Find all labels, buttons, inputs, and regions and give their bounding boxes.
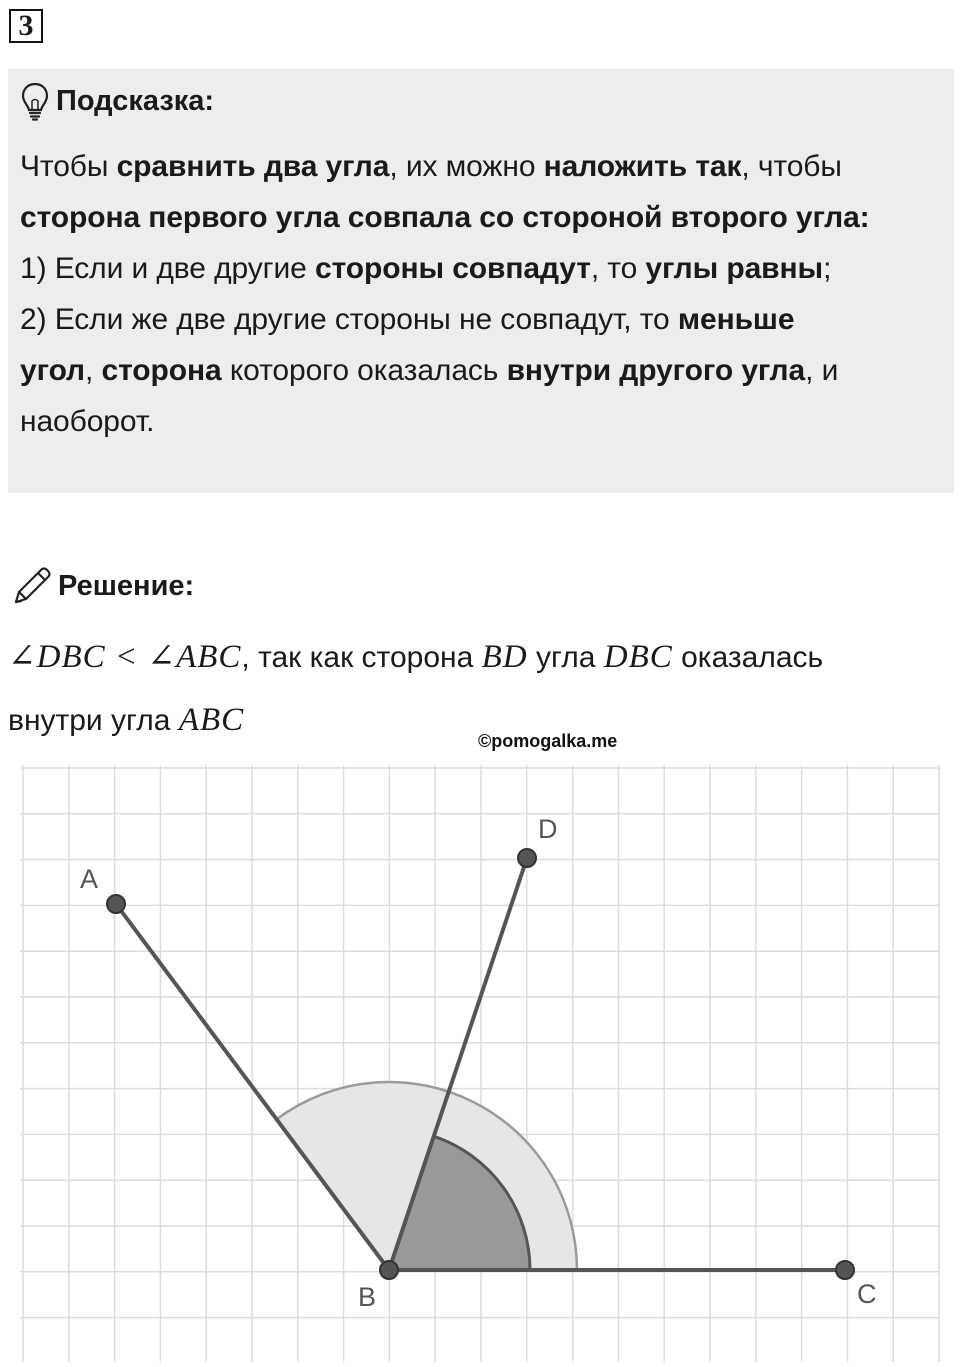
pencil-icon xyxy=(10,564,54,608)
hint-bold-text: сравнить два угла xyxy=(116,150,390,183)
solution-text: оказалась xyxy=(672,641,824,674)
point-c xyxy=(836,1261,854,1279)
solution-line-1 xyxy=(8,636,823,676)
solution-text: угла xyxy=(527,641,604,674)
hint-line xyxy=(20,345,940,396)
hint-line xyxy=(20,243,940,294)
hint-text-segment: , xyxy=(85,354,102,387)
hint-bold-text: углы равны xyxy=(645,252,824,285)
hint-line xyxy=(20,192,940,243)
lightbulb-icon xyxy=(20,81,50,121)
hint-text-segment: 2) Если же две другие стороны не совпадут, то xyxy=(20,303,678,336)
grid xyxy=(20,765,940,1362)
point-a xyxy=(107,895,125,913)
hint-text-segment: наоборот. xyxy=(20,405,155,438)
watermark: ©pomogalka.me xyxy=(478,731,618,751)
hint-text-segment: 1) Если и две другие xyxy=(20,252,315,285)
hint-line xyxy=(20,141,940,192)
point-b xyxy=(380,1261,398,1279)
hint-box xyxy=(8,69,954,493)
hint-title: Подсказка: xyxy=(56,84,215,117)
solution-math-dbc: DBC xyxy=(603,639,673,675)
hint-text-segment: ; xyxy=(823,252,832,285)
hint-bold-text: меньше xyxy=(677,303,795,336)
hint-text-segment: , чтобы xyxy=(741,150,842,183)
solution-header xyxy=(10,562,194,610)
solution-line-2 xyxy=(8,702,244,739)
solution-math-bd: BD xyxy=(481,639,528,675)
hint-header xyxy=(20,79,214,123)
solution-text: , так как сторона xyxy=(241,641,482,674)
hint-text xyxy=(20,141,940,447)
hint-text-segment: , их можно xyxy=(389,150,544,183)
label-d: D xyxy=(538,814,558,844)
hint-text-segment: Чтобы xyxy=(20,150,117,183)
hint-bold-text: стороны совпадут xyxy=(314,252,591,285)
hint-text-segment: , то xyxy=(590,252,646,285)
point-d xyxy=(518,849,536,867)
hint-line xyxy=(20,396,940,447)
label-c: C xyxy=(857,1279,877,1309)
label-b: B xyxy=(358,1282,377,1312)
label-a: A xyxy=(80,864,99,894)
solution-text: внутри угла xyxy=(8,704,179,737)
hint-bold-text: внутри другого угла xyxy=(506,354,806,387)
hint-bold-text: наложить так xyxy=(543,150,742,183)
hint-bold-text: сторона xyxy=(101,354,222,387)
hint-bold-text: сторона первого угла совпала со стороной второго угла: xyxy=(20,201,870,234)
solution-title: Решение: xyxy=(58,569,195,602)
hint-text-segment: , и xyxy=(805,354,839,387)
hint-line xyxy=(20,294,940,345)
geometry-figure xyxy=(20,765,940,1362)
task-number: 3 xyxy=(9,9,43,43)
hint-bold-text: угол xyxy=(20,354,86,387)
solution-math-inequality: ∠DBC < ∠ABC xyxy=(8,639,242,675)
solution-math-abc: ABC xyxy=(178,702,245,738)
hint-text-segment: которого оказалась xyxy=(221,354,507,387)
